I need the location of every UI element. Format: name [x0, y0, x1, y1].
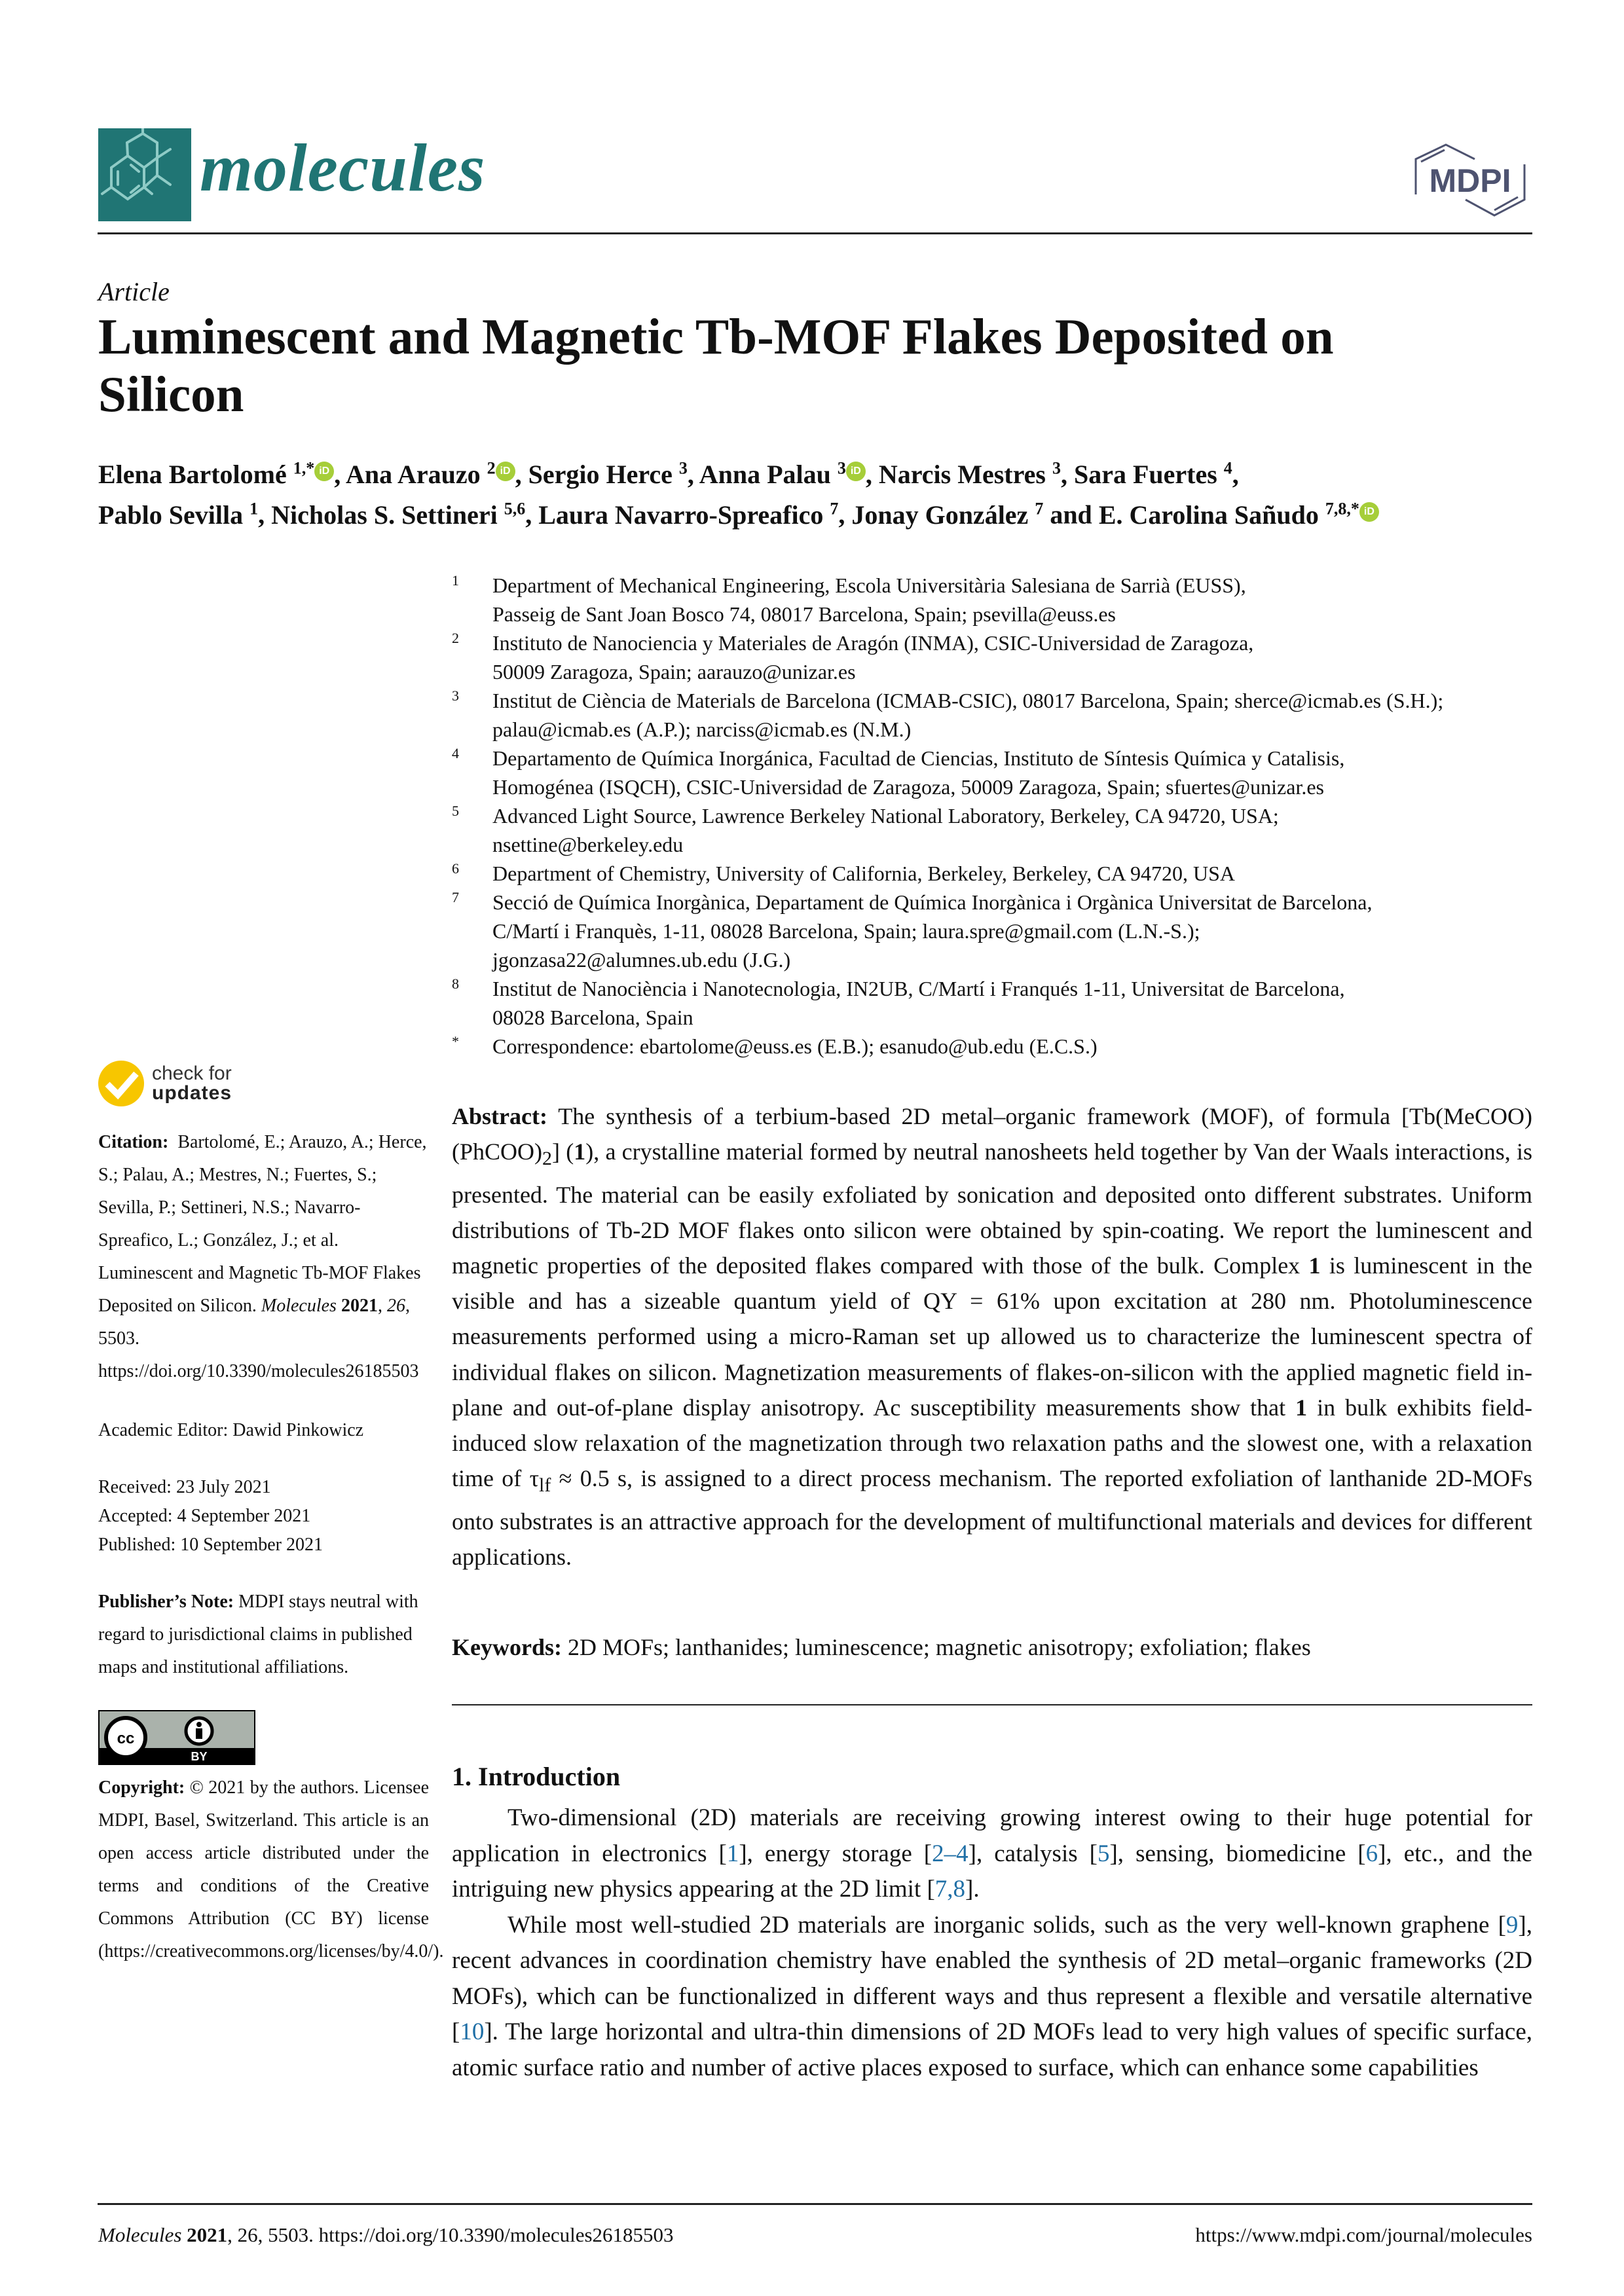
- journal-logo-icon: [98, 128, 191, 221]
- copyright: Copyright: © 2021 by the authors. Licensee MDPI, Basel, Switzerland. This article is an open access article distributed under the terms and conditions of the Creative Commons Attribution (CC BY) license (https://creativecommons.org/licenses/by/4.0/).: [98, 1777, 444, 1961]
- orcid-icon[interactable]: iD: [496, 462, 515, 481]
- molecule-icon: [98, 128, 191, 221]
- journal-url-link[interactable]: https://www.mdpi.com/journal/molecules: [1195, 2223, 1532, 2246]
- reference-link[interactable]: 9: [1505, 1911, 1519, 1939]
- checkmark-icon: [98, 1061, 144, 1106]
- reference-link[interactable]: 10: [460, 2018, 485, 2045]
- affiliation: 5 Advanced Light Source, Lawrence Berkeley National Laboratory, Berkeley, CA 94720, USA; nsettine@berkeley.edu: [452, 803, 1279, 856]
- keywords: Keywords: 2D MOFs; lanthanides; luminescence; magnetic anisotropy; exfoliation; flakes: [452, 1634, 1311, 1660]
- reference-link[interactable]: 7,8: [934, 1876, 966, 1903]
- author[interactable]: Elena Bartolomé $^{1,*}$: [98, 459, 315, 490]
- reference-link[interactable]: 2–4: [932, 1840, 969, 1867]
- abstract: Abstract: The synthesis of a terbium-based 2D metal–organic framework (MOF), of formula $[Tb(MeCOO)(PhCOO)_2]$ (1), a crystalline material formed by neutral nanosheets held together by Van der Waals interactions, is presented. The material can be easily exfoliated by sonication and deposited onto different substrates. Uniform distributions of Tb-2D MOF flakes onto silicon were obtained by spin-coating. We report the luminescent and magnetic properties of the deposited flakes compared with those of the bulk. Complex 1 is luminescent in the visible and has a sizeable quantum yield of QY = 61% upon excitation at 280 nm. Photoluminescence measurements performed using a micro-Raman set up allowed us to characterize the luminescent spectra of individual flakes on silicon. Magnetization measurements of flakes-on-silicon with the applied magnetic field in-plane and out-of-plane display anisotropy. Ac susceptibility measurements show that 1 in bulk exhibits field-induced slow relaxation of the magnetization through two relaxation paths and the slowest one, with a relaxation time of $\tau_{lf} \approx 0.5$ s, is assigned to a direct process mechanism. The reported exfoliation of lanthanide 2D-MOFs onto substrates is an attractive approach for the development of multifunctional materials and devices for different applications.: [452, 1103, 1532, 1570]
- affiliation: 4 Departamento de Química Inorgánica, Facultad de Ciencias, Instituto de Síntesis Química y Catalisis, Homogénea (ISQCH), CSIC-Universidad de Zaragoza, 50009 Zaragoza, Spain; sfuertes@unizar.es: [452, 745, 1345, 799]
- footer-citation: Molecules 2021, 26, 5503. https://doi.org/10.3390/molecules26185503: [98, 2223, 674, 2246]
- check-for-updates-button[interactable]: check for updates: [98, 1061, 429, 1106]
- affiliation: 1 Department of Mechanical Engineering, Escola Universitària Salesiana de Sarrià (EUSS), Passeig de Sant Joan Bosco 74, 08017 Barcelona, Spain; psevilla@euss.es: [452, 572, 1246, 626]
- affiliation: 7 Secció de Química Inorgànica, Departament de Química Inorgànica i Orgànica Universitat de Barcelona, C/Martí i Franquès, 1-11, 08028 Barcelona, Spain; laura.spre@gmail.com (L.N.-S.); jgonzasa22@alumnes.ub.edu (J.G.): [452, 889, 1373, 972]
- author[interactable]: Ana Arauzo $^2$: [346, 459, 496, 490]
- accepted-date: Accepted: 4 September 2021: [98, 1506, 311, 1526]
- cc-by-license-badge[interactable]: [98, 1710, 255, 1765]
- orcid-icon[interactable]: iD: [314, 462, 334, 481]
- reference-link[interactable]: 1: [726, 1840, 739, 1867]
- author[interactable]: Nicholas S. Settineri $^{5,6}$: [271, 499, 526, 530]
- author[interactable]: Sergio Herce $^3$: [528, 459, 688, 490]
- mdpi-logo: [1408, 141, 1532, 219]
- affiliation: 2 Instituto de Nanociencia y Materiales de Aragón (INMA), CSIC-Universidad de Zaragoza, 50009 Zaragoza, Spain; aarauzo@unizar.es: [452, 630, 1254, 683]
- footer-divider: [98, 2203, 1532, 2205]
- affiliation: 6 Department of Chemistry, University of California, Berkeley, Berkeley, CA 94720, USA: [452, 860, 1235, 885]
- author[interactable]: Narcis Mestres $^3$: [878, 459, 1061, 490]
- header-divider: [98, 232, 1532, 234]
- author[interactable]: Laura Navarro-Spreafico $^7$: [538, 499, 839, 530]
- affiliation: 8 Institut de Nanociència i Nanotecnologia, IN2UB, C/Martí i Franqués 1-11, Universitat de Barcelona, 08028 Barcelona, Spain: [452, 975, 1345, 1029]
- svg-text:MDPI: MDPI: [1429, 162, 1511, 199]
- received-date: Received: 23 July 2021: [98, 1477, 271, 1497]
- reference-link[interactable]: 6: [1365, 1840, 1378, 1867]
- svg-text:cc: cc: [117, 1730, 135, 1747]
- article-type: Article: [98, 277, 170, 306]
- reference-link[interactable]: 5: [1097, 1840, 1110, 1867]
- author-list: Elena Bartolomé $^{1,*}$ iD , Ana Arauzo $^2$ iD , Sergio Herce $^3$, Anna Palau $^3$ iD , Narcis Mestres $^3$, Sara Fuertes $^4$, Pablo Sevilla $^1$, Nicholas S. Settineri $^{5,6}$, Laura Navarro-Spreafico $^7$, Jonay González $^7$ and E. Carolina Sañudo $^{7,8,*}$ iD: [98, 452, 1539, 532]
- author[interactable]: Pablo Sevilla $^1$: [98, 499, 259, 530]
- publishers-note: Publisher’s Note: MDPI stays neutral with regard to jurisdictional claims in published maps and institutional affiliations.: [98, 1592, 418, 1677]
- abstract-label: Abstract:: [452, 1103, 547, 1129]
- orcid-icon[interactable]: iD: [1359, 502, 1379, 522]
- section-heading: 1. Introduction: [452, 1762, 621, 1791]
- sidebar: [98, 1061, 444, 1968]
- affiliations: [452, 571, 1552, 1061]
- orcid-icon[interactable]: iD: [846, 462, 866, 481]
- article-title: Luminescent and Magnetic Tb-MOF Flakes Deposited on Silicon: [98, 308, 1334, 422]
- citation: Citation: Bartolomé, E.; Arauzo, A.; Herce, S.; Palau, A.; Mestres, N.; Fuertes, S.; Sevilla, P.; Settineri, N.S.; Navarro-Spreafico, L.; González, J.; et al. Luminescent and Magnetic Tb-MOF Flakes Deposited on Silicon. Molecules 2021, 26, 5503. https://doi.org/10.3390/molecules26185503: [98, 1132, 427, 1381]
- affiliation: 3 Institut de Ciència de Materials de Barcelona (ICMAB-CSIC), 08017 Barcelona, Spain; sherce@icmab.es (S.H.); palau@icmab.es (A.P.); narciss@icmab.es (N.M.): [452, 687, 1444, 741]
- paragraph: While most well-studied 2D materials are inorganic solids, such as the very well-known graphene [9], recent advances in coordination chemistry have enabled the synthesis of 2D metal–organic frameworks (2D MOFs), which can be functionalized in different ways and thus represent a flexible and versatile alternative [10]. The large horizontal and ultra-thin dimensions of 2D MOFs lead to very high values of specific surface, atomic surface ratio and number of active places exposed to surface, which can enhance some capabilities: [452, 1911, 1532, 2081]
- svg-text:BY: BY: [191, 1750, 208, 1763]
- author[interactable]: Sara Fuertes $^4$: [1073, 459, 1232, 490]
- author[interactable]: E. Carolina Sañudo $^{7,8,*}$: [1098, 499, 1359, 530]
- author[interactable]: Anna Palau $^3$: [699, 459, 846, 490]
- doi-link[interactable]: https://doi.org/10.3390/molecules26185503: [98, 1361, 419, 1381]
- paragraph: Two-dimensional (2D) materials are receiving growing interest owing to their huge potential for application in electronics [1], energy storage [2–4], catalysis [5], sensing, biomedicine [6], etc., and the intriguing new physics appearing at the 2D limit [7,8].: [452, 1804, 1532, 1903]
- author[interactable]: Jonay González $^7$: [851, 499, 1044, 530]
- academic-editor: Academic Editor: Dawid Pinkowicz: [98, 1420, 364, 1440]
- introduction-body: [452, 1800, 1532, 2086]
- correspondence: * Correspondence: ebartolome@euss.es (E.B.); esanudo@ub.edu (E.C.S.): [452, 1033, 1098, 1058]
- dates: [98, 1473, 429, 1559]
- journal-name: molecules: [200, 130, 486, 206]
- published-date: Published: 10 September 2021: [98, 1535, 323, 1555]
- section-divider: [452, 1704, 1532, 1705]
